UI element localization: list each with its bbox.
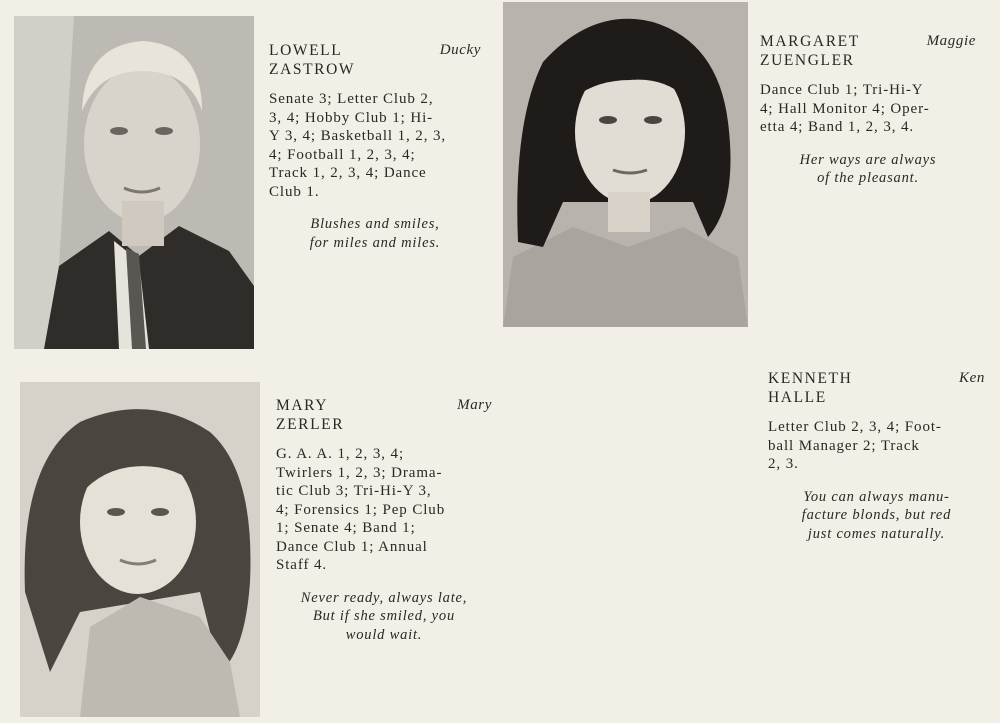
last-name: HALLE — [768, 389, 827, 406]
first-name: MARY — [276, 397, 329, 414]
portrait-photo-margaret-zuengler — [503, 2, 748, 327]
nickname: Ducky — [439, 42, 481, 58]
senior-quote: You can always manu- facture blonds, but red just comes naturally. — [801, 488, 952, 542]
senior-quote: Blushes and smiles, for miles and miles. — [309, 216, 441, 251]
student-name — [276, 396, 492, 434]
nickname: Maggie — [926, 33, 976, 49]
last-name: ZUENGLER — [760, 52, 855, 69]
senior-entry-kenneth-halle — [768, 369, 985, 543]
portrait-photo-mary-zerler — [20, 382, 260, 717]
student-name — [269, 41, 481, 79]
last-name: ZASTROW — [269, 61, 356, 78]
senior-entry-mary-zerler — [276, 396, 492, 644]
senior-entry-margaret-zuengler — [760, 32, 976, 188]
activities-list: Senate 3; Letter Club 2, 3, 4; Hobby Club 1; Hi- Y 3, 4; Basketball 1, 2, 3, 4; Football 1, 2, 3, 4; Track 1, 2, 3, 4; Dance Club 1. — [269, 91, 447, 200]
nickname: Ken — [959, 370, 985, 386]
senior-quote: Her ways are always of the pleasant. — [799, 151, 937, 186]
nickname: Mary — [457, 397, 492, 413]
activities-list: G. A. A. 1, 2, 3, 4; Twirlers 1, 2, 3; Drama- tic Club 3; Tri-Hi-Y 3, 4; Forensics 1; Pep Club 1; Senate 4; Band 1; Dance Club 1; Annual Staff 4. — [276, 446, 446, 573]
student-name — [760, 32, 976, 70]
first-name: MARGARET — [760, 33, 860, 50]
senior-entry-lowell-zastrow — [269, 41, 481, 252]
senior-quote: Never ready, always late, But if she smiled, you would wait. — [300, 589, 468, 643]
last-name: ZERLER — [276, 416, 345, 433]
student-name — [768, 369, 985, 407]
activities-list: Letter Club 2, 3, 4; Foot- ball Manager 2; Track 2, 3. — [768, 419, 942, 472]
first-name: LOWELL — [269, 42, 343, 59]
activities-list: Dance Club 1; Tri-Hi-Y 4; Hall Monitor 4; Oper- etta 4; Band 1, 2, 3, 4. — [760, 82, 930, 135]
first-name: KENNETH — [768, 370, 853, 387]
portrait-photo-lowell-zastrow — [14, 16, 254, 349]
